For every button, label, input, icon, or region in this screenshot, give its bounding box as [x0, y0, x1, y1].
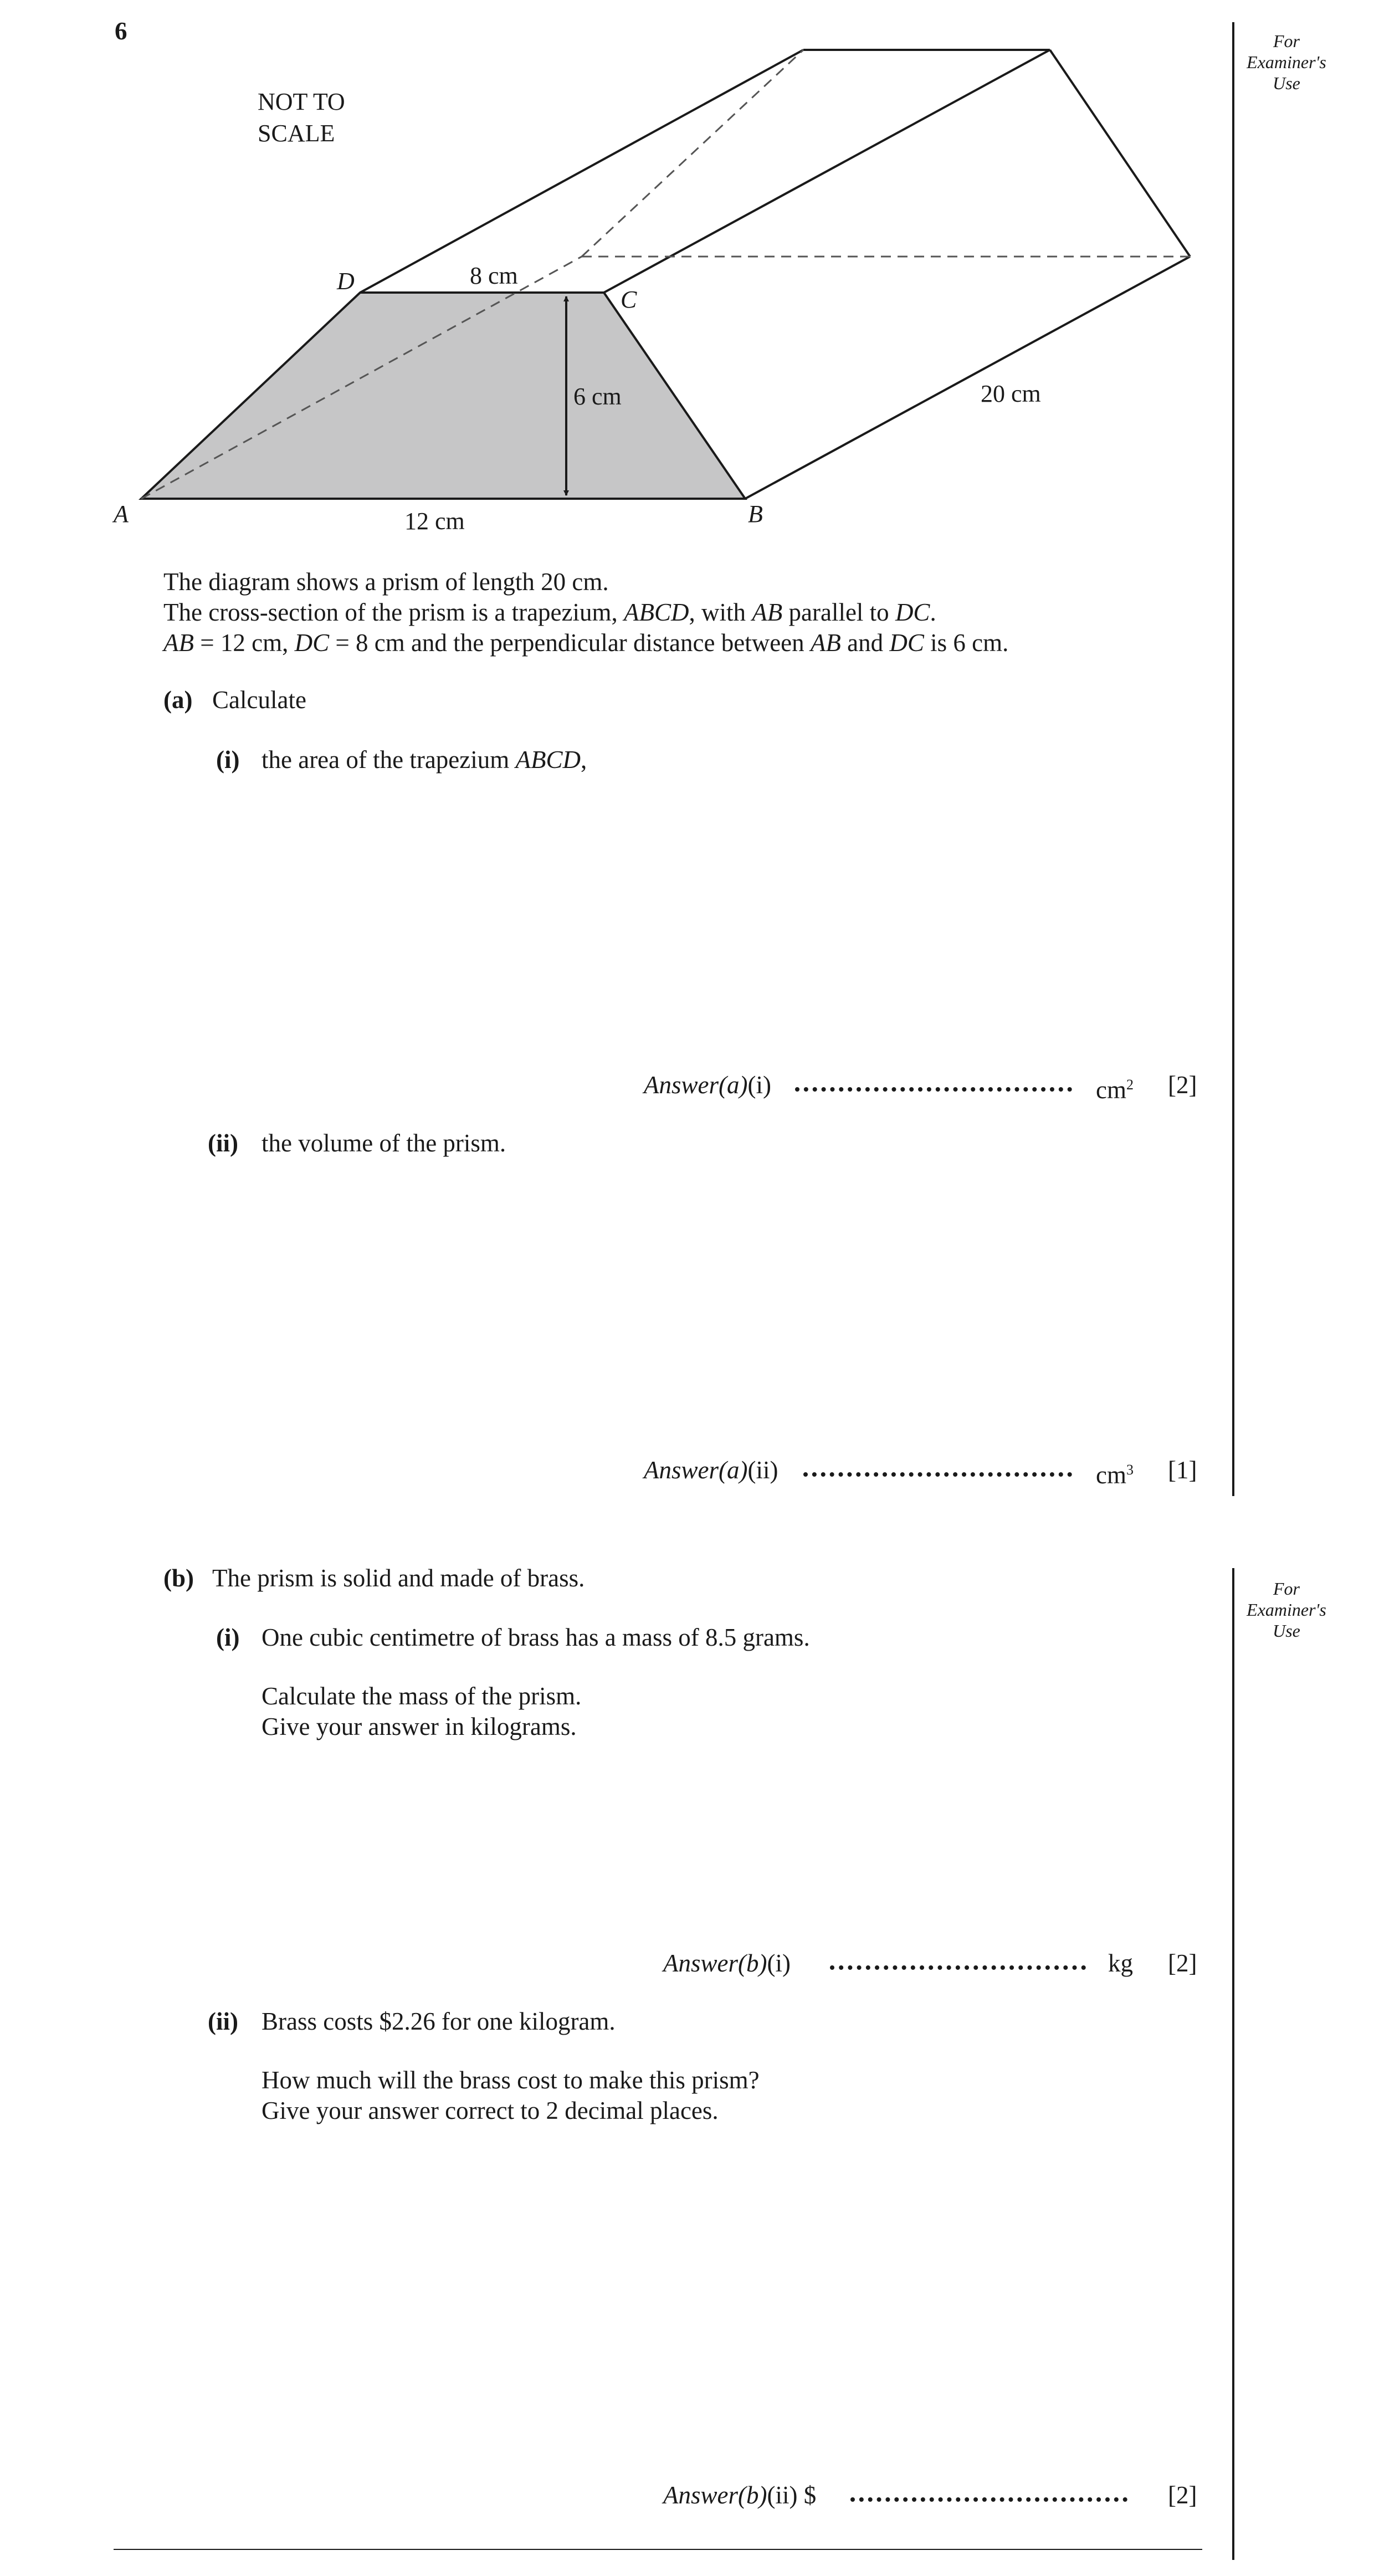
answer-a-ii-unit: $cm^3$: [1096, 1461, 1134, 1489]
answer-b-i-label: Answer(b)(i): [663, 1949, 791, 1977]
prism-diagram: [0, 0, 1374, 554]
not-to-scale-line2: SCALE: [258, 120, 335, 147]
answer-a-i-unit: $cm^2$: [1096, 1076, 1134, 1104]
part-b-i-line-1: One cubic centimetre of brass has a mass of 8.5 grams.: [262, 1624, 810, 1651]
examiner-use-label-bottom: [1245, 1578, 1328, 1641]
answer-a-i-label: Answer(a)(i): [644, 1071, 771, 1099]
dimension-ab: 12 cm: [404, 508, 465, 535]
examiner-line: Use: [1273, 73, 1300, 93]
answer-b-ii-field[interactable]: [850, 2497, 1127, 2502]
answer-a-i-field[interactable]: [795, 1087, 1072, 1092]
answer-a-i-marks: [2]: [1168, 1071, 1197, 1099]
examiner-line: Examiner's: [1247, 52, 1326, 72]
part-a-label: (a): [163, 686, 193, 714]
answer-b-ii-marks: [2]: [1168, 2481, 1197, 2509]
part-b-i-line-2: Calculate the mass of the prism.: [262, 1682, 582, 1710]
vertex-label-d: D: [337, 268, 355, 295]
part-b-ii-label: (ii): [208, 2007, 238, 2035]
answer-b-i-unit: kg: [1108, 1949, 1133, 1977]
examiner-line: For: [1273, 31, 1300, 51]
vertex-label-a: A: [114, 500, 129, 528]
part-b-text: The prism is solid and made of brass.: [212, 1564, 585, 1592]
question-number: 6: [115, 17, 127, 45]
answer-a-ii-label: Answer(a)(ii): [644, 1456, 778, 1484]
part-a-ii-text: the volume of the prism.: [262, 1129, 506, 1157]
dimension-height: 6 cm: [573, 383, 622, 410]
dimension-length: 20 cm: [981, 380, 1041, 407]
part-b-ii-line-3: Give your answer correct to 2 decimal places.: [262, 2097, 719, 2124]
part-a-i-label: (i): [216, 746, 240, 774]
part-a-text: Calculate: [212, 686, 306, 714]
part-b-ii-line-2: How much will the brass cost to make this prism?: [262, 2066, 760, 2094]
answer-a-ii-marks: [1]: [1168, 1456, 1197, 1484]
answer-b-i-field[interactable]: [830, 1965, 1086, 1970]
part-a-ii-label: (ii): [208, 1129, 238, 1157]
vertex-label-b: B: [748, 500, 763, 528]
edge-b-back: [745, 257, 1190, 499]
intro-line-3: AB = 12 cm, DC = 8 cm and the perpendicular distance between AB and DC is 6 cm.: [163, 629, 1009, 657]
part-b-i-label: (i): [216, 1624, 240, 1651]
vertex-label-c: C: [621, 286, 637, 313]
examiner-line: For: [1273, 1579, 1300, 1599]
part-a-i-text: the area of the trapezium ABCD,: [262, 746, 587, 774]
answer-b-i-marks: [2]: [1168, 1949, 1197, 1977]
trapezium-cross-section: [141, 293, 745, 499]
part-b-ii-line-1: Brass costs $2.26 for one kilogram.: [262, 2007, 616, 2035]
part-b-label: (b): [163, 1564, 194, 1592]
answer-a-ii-field[interactable]: [803, 1472, 1072, 1477]
dimension-dc: 8 cm: [470, 262, 518, 289]
intro-line-1: The diagram shows a prism of length 20 cm.: [163, 568, 609, 596]
examiner-margin-line-bottom: [1232, 1568, 1234, 2560]
edge-back-right: [1050, 50, 1190, 257]
page-bottom-rule: [114, 2549, 1202, 2550]
examiner-line: Use: [1273, 1621, 1300, 1641]
intro-line-2: The cross-section of the prism is a trapezium, ABCD, with AB parallel to DC.: [163, 598, 936, 626]
answer-b-ii-label: Answer(b)(ii) $: [663, 2481, 817, 2509]
not-to-scale-line1: NOT TO: [258, 88, 345, 115]
part-b-i-line-3: Give your answer in kilograms.: [262, 1713, 577, 1740]
examiner-line: Examiner's: [1247, 1600, 1326, 1620]
